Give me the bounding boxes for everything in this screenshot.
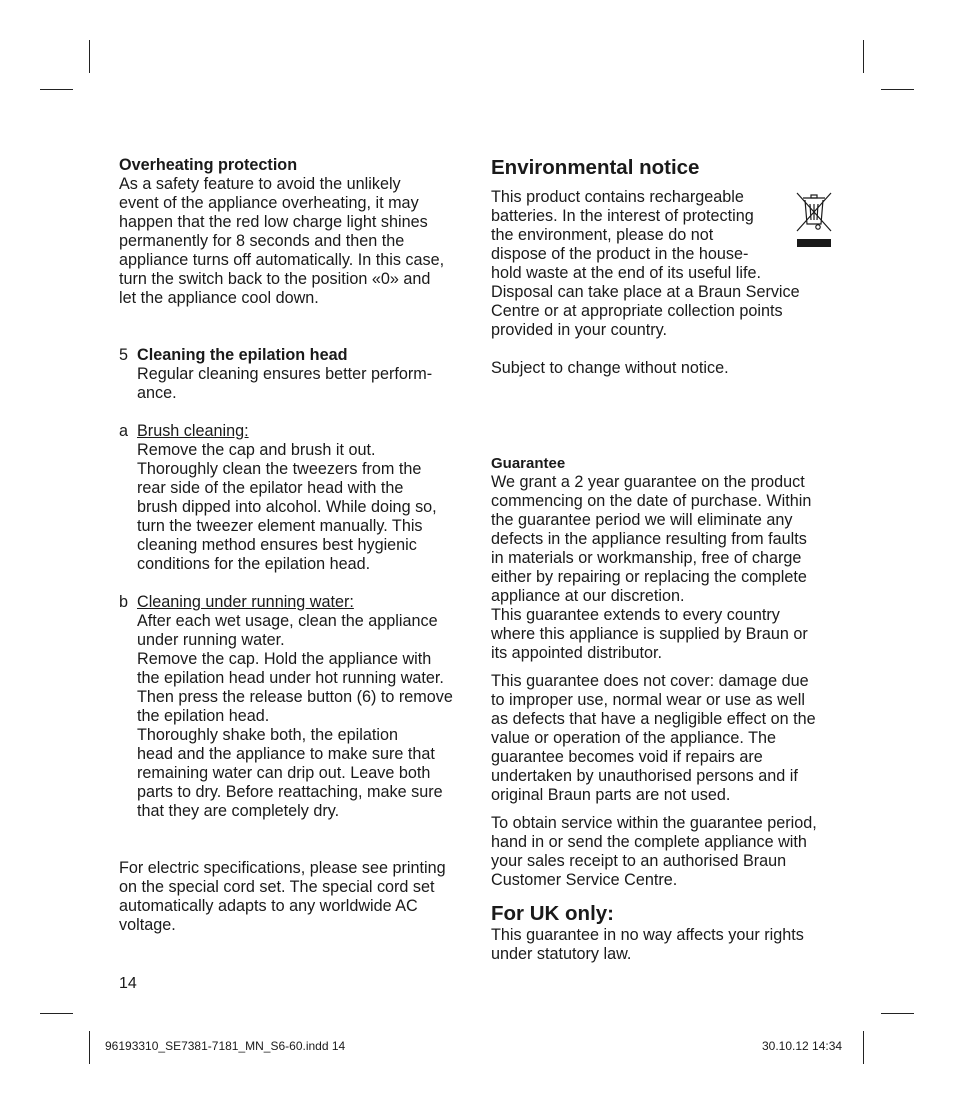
guarantee-p2 — [491, 672, 836, 805]
cleaning-title: Cleaning the epilation head — [137, 346, 348, 364]
brush-line: cleaning method ensures best hygienic — [137, 536, 417, 554]
overheat-line: let the appliance cool down. — [119, 289, 319, 307]
guarantee-title: Guarantee — [491, 455, 566, 472]
env-line: dispose of the product in the house- — [491, 245, 749, 263]
crop-mark — [40, 89, 73, 90]
crossed-out-wheelie-bin-icon — [794, 190, 834, 250]
uk-line: under statutory law. — [491, 945, 632, 963]
cleaning-line: Regular cleaning ensures better perform- — [137, 365, 433, 383]
spec-section — [119, 859, 469, 935]
water-line: the epilation head under hot running water. — [137, 669, 444, 687]
env-line: Centre or at appropriate collection points — [491, 302, 783, 320]
env-line: Disposal can take place at a Braun Service — [491, 283, 800, 301]
crop-mark — [863, 40, 864, 73]
guarantee-line: This guarantee extends to every country — [491, 606, 780, 624]
cleaning-section — [119, 346, 469, 403]
guarantee-p1 — [491, 473, 836, 663]
overheat-line: turn the switch back to the position «0» and — [119, 270, 431, 288]
guarantee-p3 — [491, 814, 836, 890]
brush-line: conditions for the epilation head. — [137, 555, 371, 573]
brush-section — [119, 422, 469, 574]
guarantee-line: your sales receipt to an authorised Braun — [491, 852, 787, 870]
crop-mark — [40, 1013, 73, 1014]
water-title: Cleaning under running water: — [137, 593, 354, 611]
guarantee-line: To obtain service within the guarantee period, — [491, 814, 817, 832]
brush-line: rear side of the epilator head with the — [137, 479, 404, 497]
water-line: Then press the release button (6) to remove — [137, 688, 453, 706]
water-line: parts to dry. Before reattaching, make sure — [137, 783, 443, 801]
guarantee-line: undertaken by unauthorised persons and if — [491, 767, 798, 785]
spec-line: voltage. — [119, 916, 176, 934]
spec-line: on the special cord set. The special cord set — [119, 878, 435, 896]
crop-mark — [89, 1031, 90, 1064]
overheat-line: happen that the red low charge light shines — [119, 213, 428, 231]
brush-line: Thoroughly clean the tweezers from the — [137, 460, 422, 478]
overheat-line: appliance turns off automatically. In this case, — [119, 251, 445, 269]
water-line: After each wet usage, clean the appliance — [137, 612, 438, 630]
guarantee-line: guarantee becomes void if repairs are — [491, 748, 763, 766]
guarantee-line: Customer Service Centre. — [491, 871, 678, 889]
brush-title: Brush cleaning: — [137, 422, 249, 440]
guarantee-line: value or operation of the appliance. The — [491, 729, 776, 747]
brush-letter: a — [119, 422, 129, 440]
cleaning-line: ance. — [137, 384, 177, 402]
overheat-line: permanently for 8 seconds and then the — [119, 232, 405, 250]
guarantee-line: hand in or send the complete appliance with — [491, 833, 807, 851]
env-line: hold waste at the end of its useful life. — [491, 264, 761, 282]
overheat-line: As a safety feature to avoid the unlikely — [119, 175, 401, 193]
left-column — [119, 156, 469, 935]
brush-line: brush dipped into alcohol. While doing so, — [137, 498, 437, 516]
crop-mark — [89, 40, 90, 73]
uk-line: This guarantee in no way affects your rights — [491, 926, 804, 944]
water-section — [119, 593, 469, 821]
spec-line: For electric specifications, please see printing — [119, 859, 446, 877]
right-column — [491, 156, 836, 964]
water-line: that they are completely dry. — [137, 802, 340, 820]
slug-date: 30.10.12 14:34 — [762, 1039, 843, 1053]
brush-line: turn the tweezer element manually. This — [137, 517, 423, 535]
guarantee-line: This guarantee does not cover: damage due — [491, 672, 809, 690]
water-line: remaining water can drip out. Leave both — [137, 764, 431, 782]
brush-line: Remove the cap and brush it out. — [137, 441, 376, 459]
guarantee-line: to improper use, normal wear or use as well — [491, 691, 805, 709]
guarantee-line: where this appliance is supplied by Braun or — [491, 625, 808, 643]
page-number: 14 — [119, 975, 137, 992]
crop-mark — [863, 1031, 864, 1064]
slug-file: 96193310_SE7381-7181_MN_S6-60.indd 14 — [105, 1039, 346, 1053]
water-line: Thoroughly shake both, the epilation — [137, 726, 398, 744]
uk-title: For UK only: — [491, 902, 614, 925]
cleaning-number: 5 — [119, 346, 129, 364]
guarantee-line: in materials or workmanship, free of charge — [491, 549, 802, 567]
env-line: This product contains rechargeable — [491, 188, 744, 206]
change-notice: Subject to change without notice. — [491, 359, 729, 377]
water-letter: b — [119, 593, 129, 611]
water-line: under running water. — [137, 631, 285, 649]
guarantee-line: We grant a 2 year guarantee on the product — [491, 473, 805, 491]
guarantee-line: its appointed distributor. — [491, 644, 662, 662]
guarantee-line: as defects that have a negligible effect on the — [491, 710, 816, 728]
env-text-short — [491, 188, 781, 283]
crop-mark — [881, 89, 914, 90]
env-line: provided in your country. — [491, 321, 668, 339]
overheat-section — [119, 156, 469, 308]
crop-mark — [881, 1013, 914, 1014]
env-line: batteries. In the interest of protecting — [491, 207, 754, 225]
env-line: the environment, please do not — [491, 226, 714, 244]
guarantee-line: commencing on the date of purchase. Within — [491, 492, 812, 510]
spec-line: automatically adapts to any worldwide AC — [119, 897, 418, 915]
guarantee-line: original Braun parts are not used. — [491, 786, 731, 804]
water-line: the epilation head. — [137, 707, 270, 725]
overheat-line: event of the appliance overheating, it may — [119, 194, 419, 212]
water-line: Remove the cap. Hold the appliance with — [137, 650, 432, 668]
guarantee-line: either by repairing or replacing the complete — [491, 568, 807, 586]
guarantee-line: appliance at our discretion. — [491, 587, 685, 605]
guarantee-line: defects in the appliance resulting from faults — [491, 530, 807, 548]
water-line: head and the appliance to make sure that — [137, 745, 435, 763]
env-title: Environmental notice — [491, 156, 700, 179]
guarantee-line: the guarantee period we will eliminate any — [491, 511, 793, 529]
overheat-title: Overheating protection — [119, 156, 298, 174]
